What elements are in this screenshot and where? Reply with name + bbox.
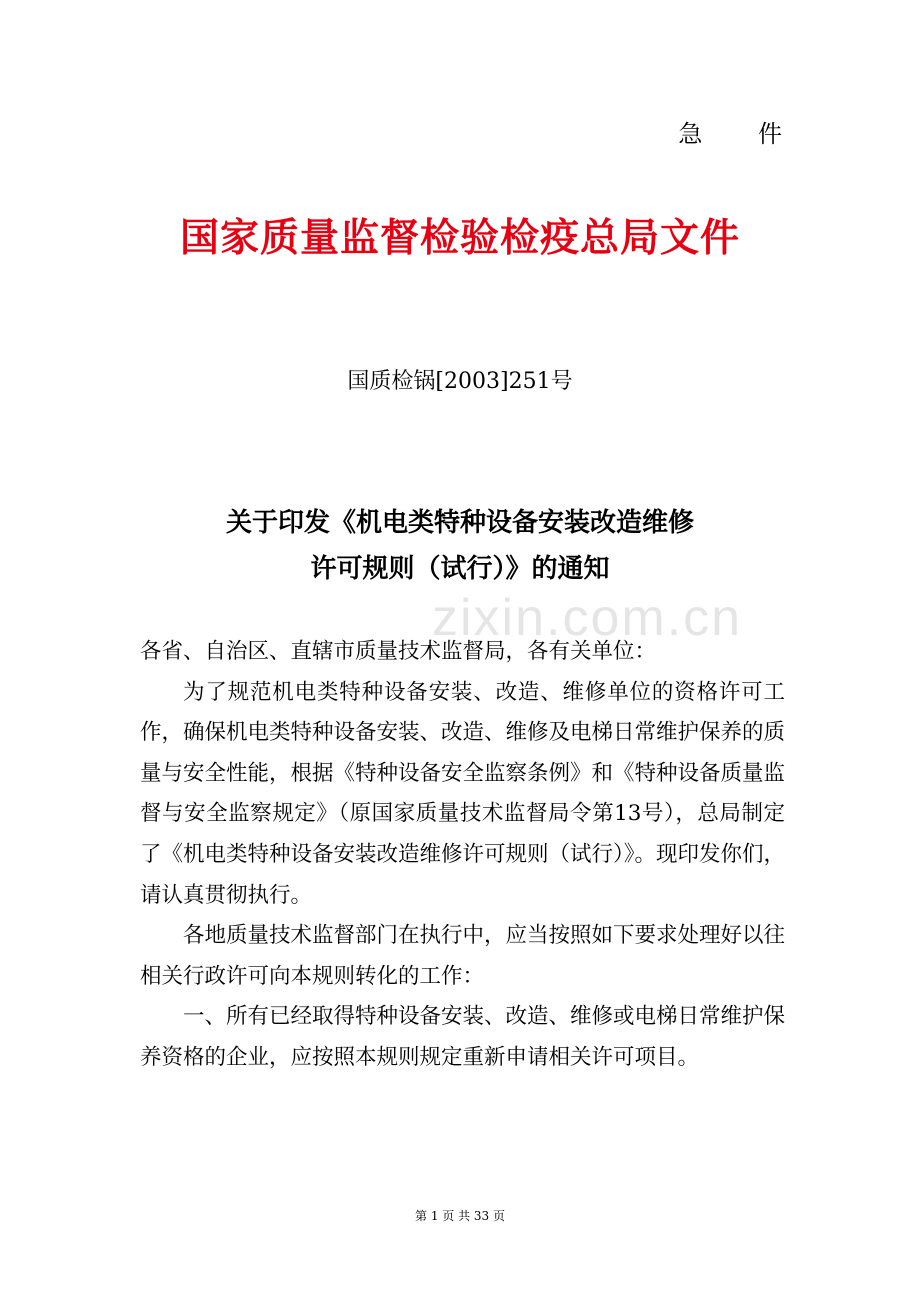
urgency-mark: 急 件	[678, 120, 806, 148]
document-number: 国质检锅[2003]251号	[347, 369, 573, 394]
body-paragraph: 各地质量技术监督部门在执行中，应当按照如下要求处理好以往相关行政许可向本规则转化的工作：	[140, 923, 786, 989]
notice-title-line-2: 许可规则（试行）》的通知	[310, 554, 610, 584]
body-paragraph: 为了规范机电类特种设备安装、改造、维修单位的资格许可工作，确保机电类特种设备安装、改造、维修及电梯日常维护保养的质量与安全性能，根据《特种设备安全监察条例》和《特种设备质量监督与安全监察规定》（原国家质量技术监督局令第13号），总局制定了《机电类特种设备安装改造维修许可规则（试行）》。现印发你们，请认真贯彻执行。	[140, 679, 786, 908]
body-paragraph: 一、所有已经取得特种设备安装、改造、维修或电梯日常维护保养资格的企业，应按照本规则规定重新申请相关许可项目。	[140, 1004, 786, 1070]
salutation: 各省、自治区、直辖市质量技术监督局，各有关单位：	[140, 639, 657, 664]
issuing-authority-header: 国家质量监督检验检疫总局文件	[179, 215, 740, 261]
notice-title	[0, 500, 920, 592]
notice-title-line-1: 关于印发《机电类特种设备安装改造维修	[225, 508, 694, 538]
watermark: zixin.com.cn	[432, 589, 743, 647]
page-footer: 第 1 页 共 33 页	[415, 1209, 505, 1223]
document-body	[140, 632, 785, 1079]
